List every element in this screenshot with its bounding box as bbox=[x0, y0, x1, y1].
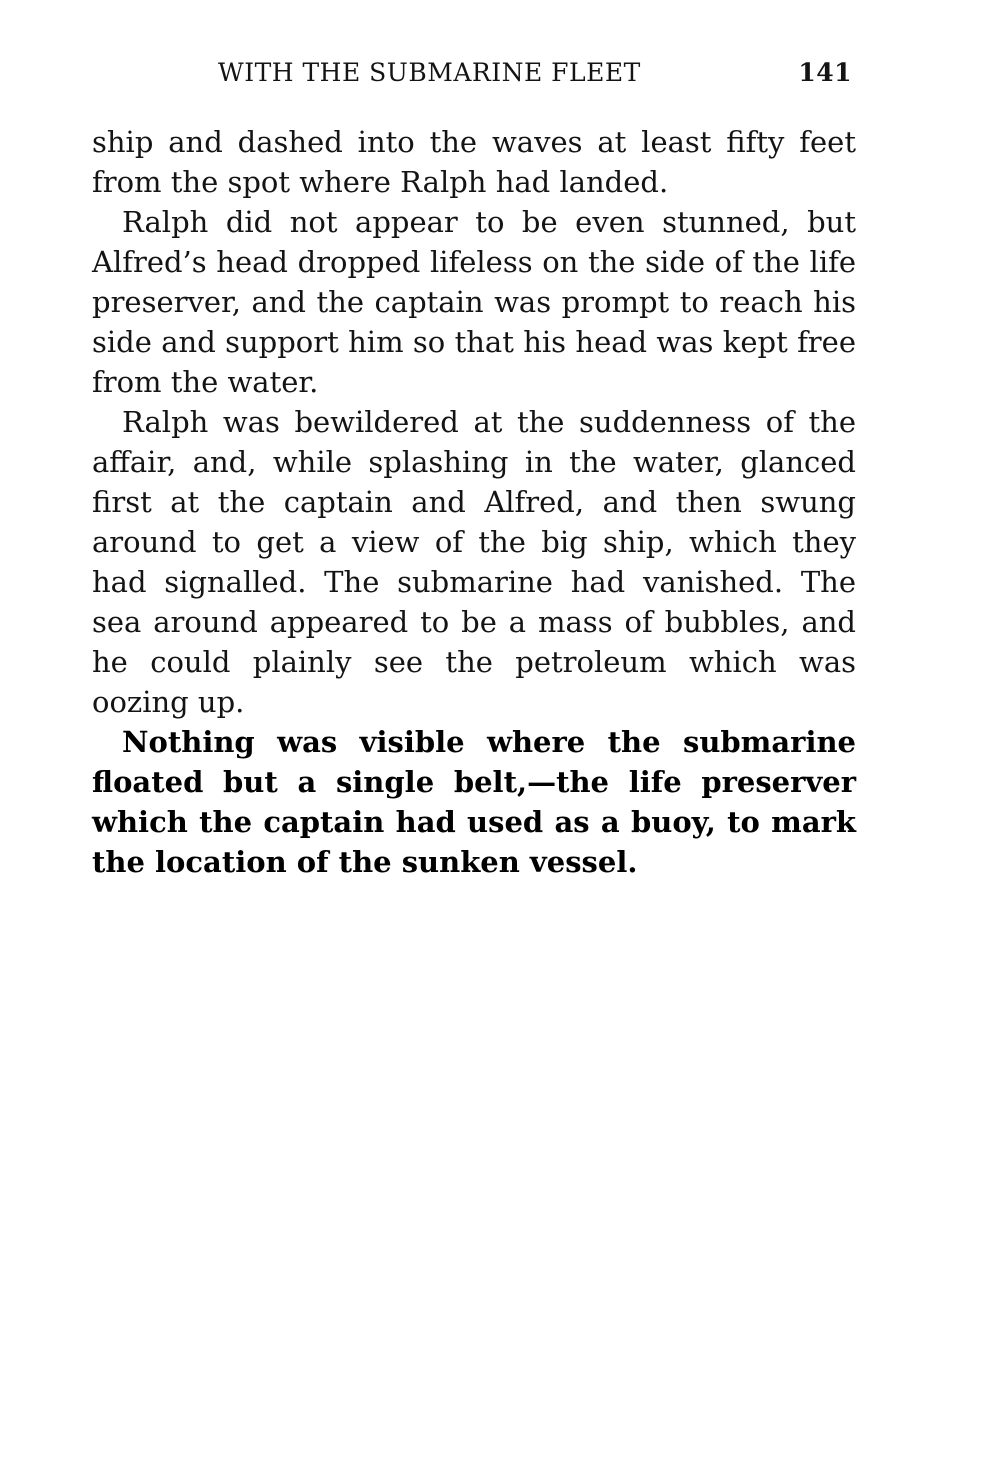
paragraph: Ralph did not appear to be even stunned, but Alfred’s head dropped lifeless on the side of the life preserver, and the captain was prompt to reach his side and support him so that his head was kept free from the water. bbox=[92, 205, 856, 399]
paragraph: ship and dashed into the waves at least fifty feet from the spot where Ralph had landed. bbox=[92, 125, 856, 199]
running-head bbox=[92, 58, 856, 98]
paragraph: Nothing was visible where the submarine floated but a single belt,—the life preserver which the captain had used as a buoy, to mark the location of the sunken vessel. bbox=[92, 725, 856, 879]
paragraph: Ralph was bewildered at the suddenness of the affair, and, while splashing in the water, glanced first at the captain and Alfred, and then swung around to get a view of the big ship, which they had signalled. The submarine had vanished. The sea around appeared to be a mass of bubbles, and he could plainly see the petroleum which was oozing up. bbox=[92, 405, 856, 719]
page-number: 141 bbox=[798, 58, 852, 87]
body-text bbox=[92, 122, 856, 882]
book-page bbox=[92, 58, 856, 882]
running-title: WITH THE SUBMARINE FLEET bbox=[218, 58, 641, 87]
